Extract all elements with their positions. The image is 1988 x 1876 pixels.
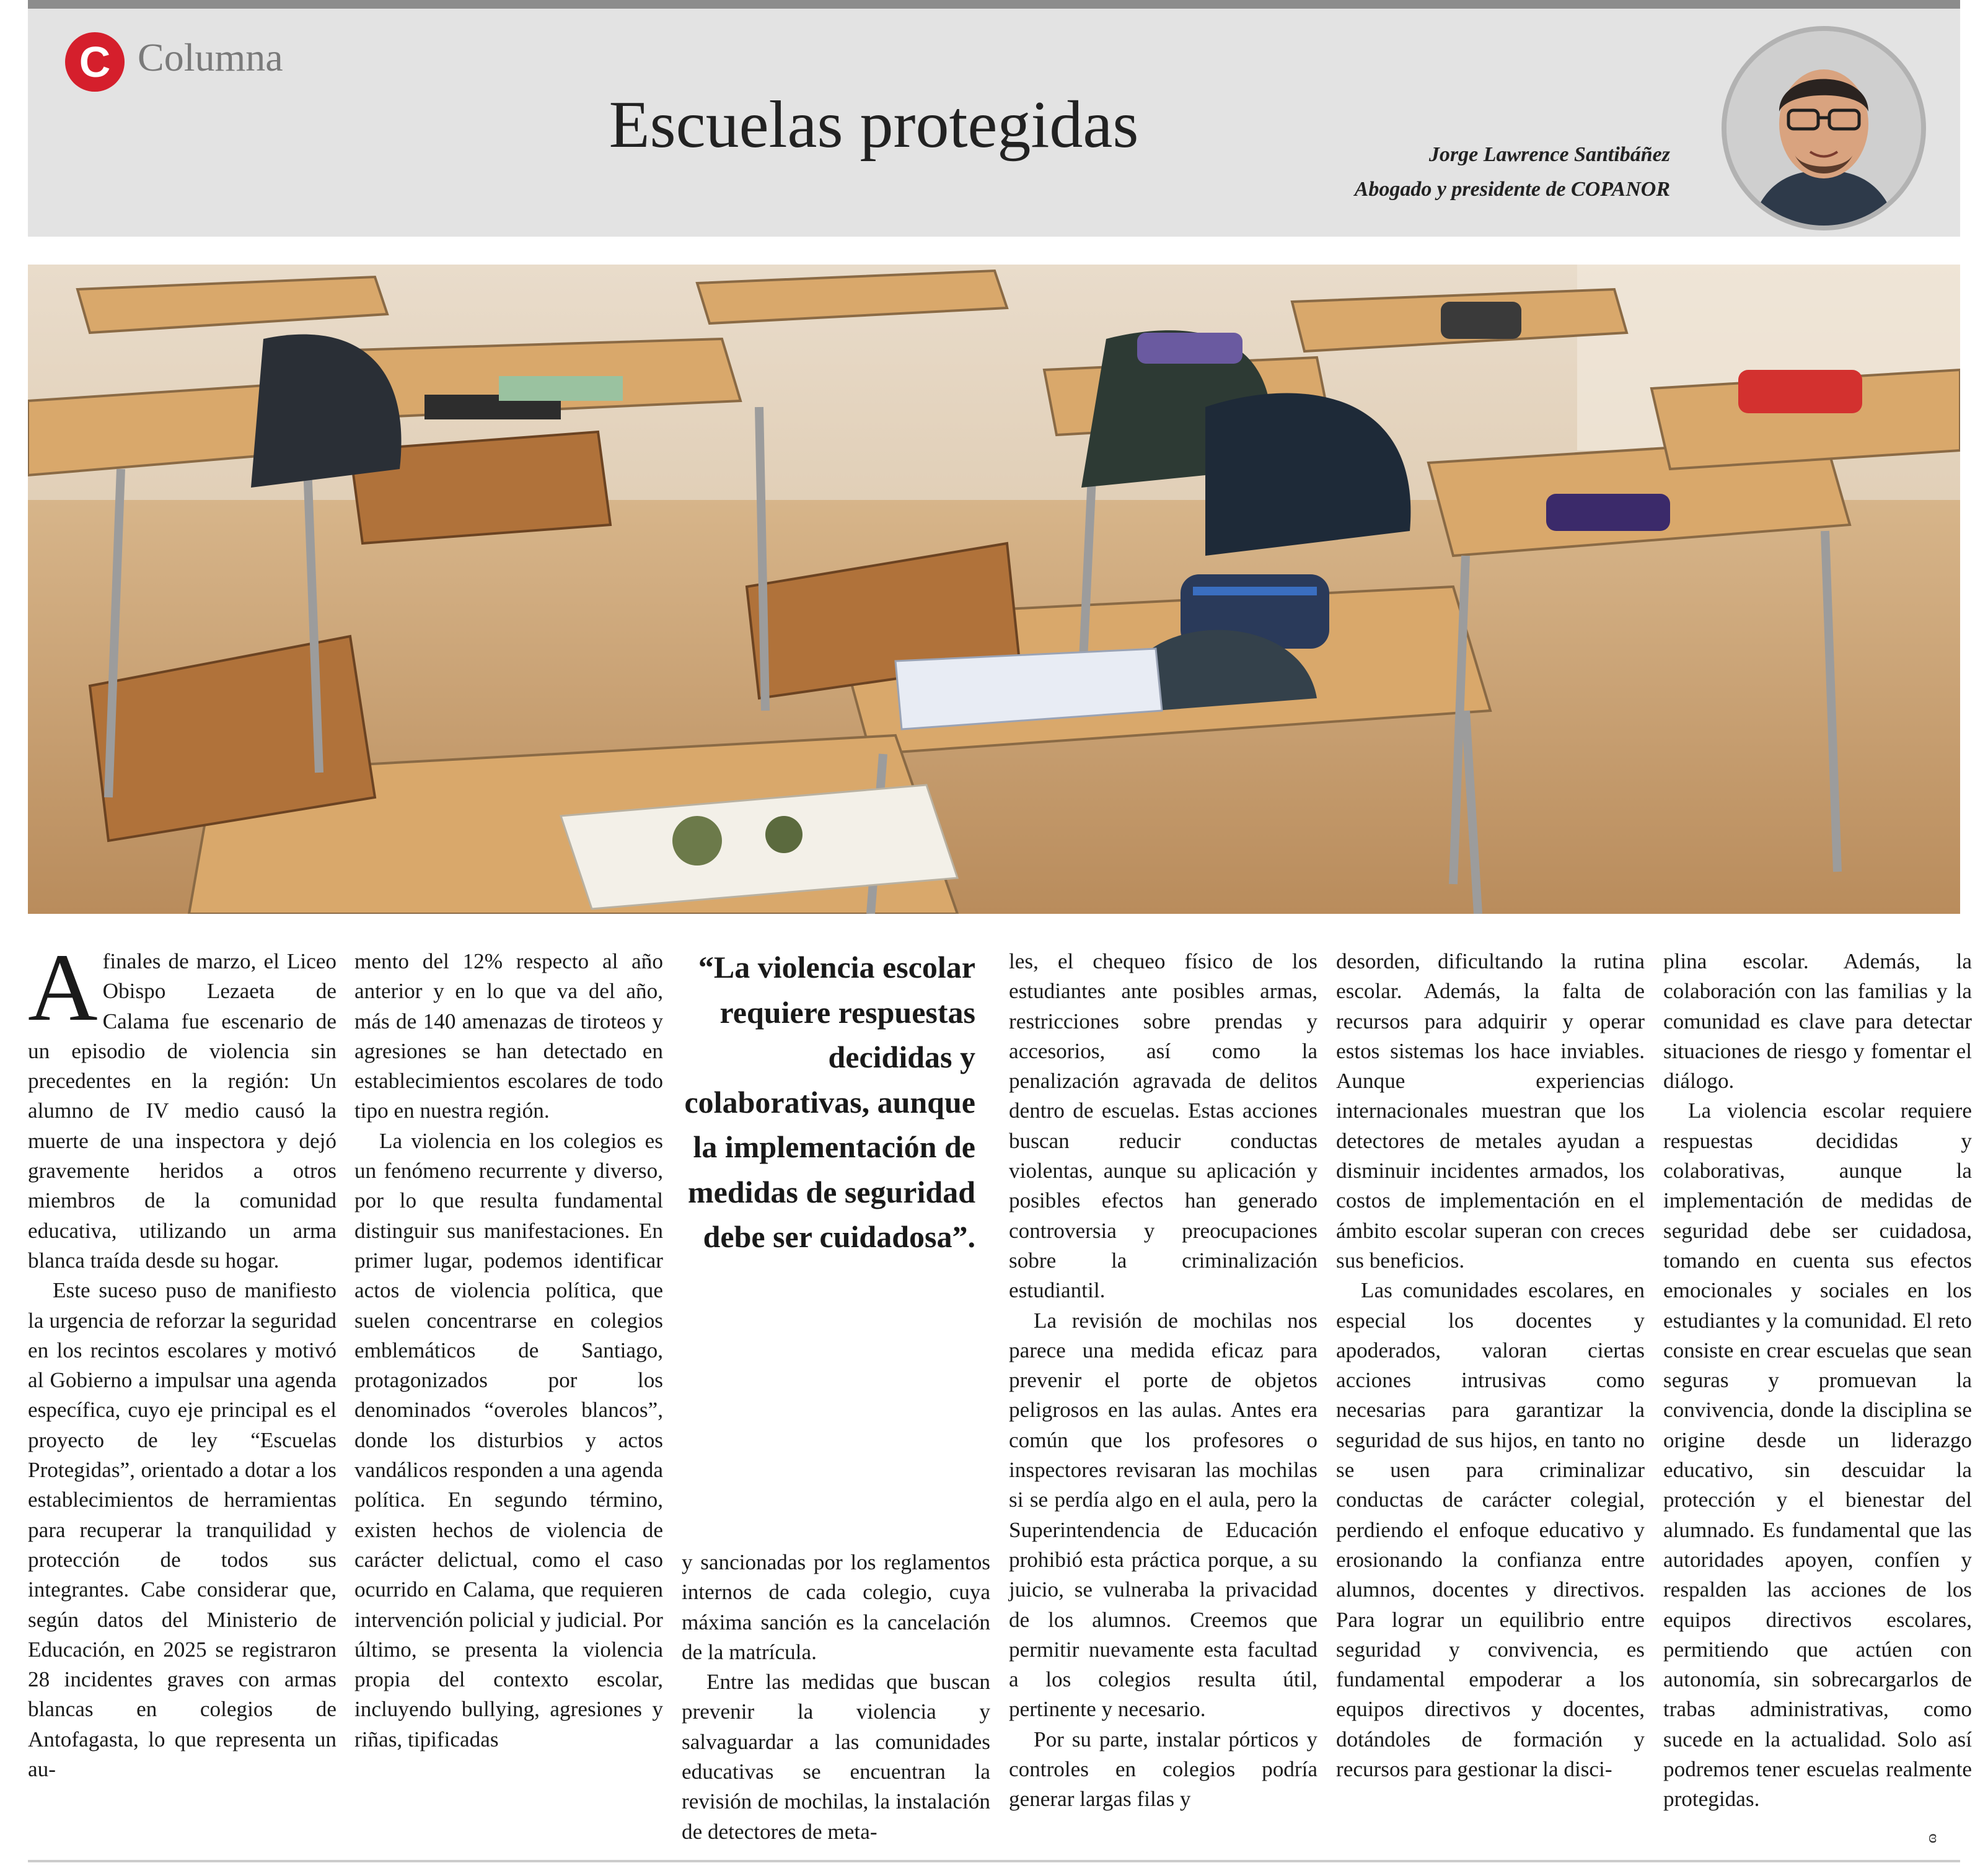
article-paragraph: Entre las medidas que buscan prevenir la violencia y salvaguardar a las comunidades educativas se encuentran la revisión de mochilas, la instalación de detectores de meta- (682, 1670, 990, 1844)
article-paragraph: Este suceso puso de manifiesto la urgencia de reforzar la seguridad en los recintos escolares y motivó al Gobierno a impulsar una agenda específica, cuyo eje principal es el proyecto de ley “Escuelas Protegidas”, orientado a dotar a los establecimientos de herramientas para recuperar la tranquilidad y protección de todos sus integrantes. Cabe considerar que, según datos del Ministerio de Educación, en 2025 se registraron 28 incidentes graves con armas blancas en colegios de Antofagasta, lo que representa un au- (28, 1278, 336, 1782)
author-role: Abogado y presidente de COPANOR (1354, 178, 1670, 201)
article-paragraph: La revisión de mochilas nos parece una medida eficaz para prevenir el porte de objetos peligrosos en las aulas. Antes era común que los profesores o inspectores revisaran las mochilas si se perdía algo en el aula, pero la Superintendencia de Educación prohibió esta práctica porque, a su juicio, se vulneraba la privacidad de los alumnos. Creemos que permitir nuevamente esta facultad a los colegios resulta útil, pertinente y necesario. (1009, 1308, 1317, 1722)
article-column-4 (1009, 947, 1317, 1815)
article-column-2 (354, 947, 663, 1755)
article-paragraph: La violencia escolar requiere respuestas decididas y colaborativas, aunque la implementación de medidas de seguridad debe ser cuidadosa, tomando en cuenta sus efectos emocionales y sociales en los estudiantes y la comunidad. El reto consiste en crear escuelas que sean seguras y promuevan la convivencia, donde la disciplina se origine desde un liderazgo educativo, sin descuidar la protección y el bienestar del alumnado. Es fundamental que las autoridades apoyen, confíen y respalden las acciones de los equipos directivos escolares, permitiendo que actúen con autonomía, sin sobrecargarlos de trabas administrativas, como sucede en la actualidad. Solo así podremos tener escuelas realmente protegidas. (1663, 1098, 1972, 1812)
end-mark: ɞ (1929, 1826, 1937, 1847)
paragraph-text: finales de marzo, el Liceo Obispo Lezaeta de Calama fue escenario de un episodio de violencia sin precedentes en la región: Un alumno de IV medio causó la muerte de una inspectora y dejó gravemente heridos a otros miembros de la comunidad educativa, utilizando un arma blanca traída desde su hogar. (28, 949, 336, 1273)
article-column-5 (1336, 947, 1645, 1784)
author-photo (1722, 26, 1926, 230)
pull-quote: “La violencia escolar requiere respuestas decididas y colaborativas, aunque la implementación de medidas de seguridad debe ser cuidadosa”. (684, 950, 975, 1254)
drop-cap: A (28, 934, 98, 1041)
section-label: Columna (138, 35, 283, 79)
article-column-3 (682, 1548, 990, 1847)
main-photo (28, 265, 1960, 914)
author-name: Jorge Lawrence Santibáñez (1428, 143, 1670, 166)
article-paragraph: Por su parte, instalar pórticos y controles en colegios podría generar largas filas y (1009, 1727, 1317, 1812)
article-paragraph: plina escolar. Además, la colaboración con las familias y la comunidad es clave para detectar situaciones de riesgo y fomentar el diálogo. (1663, 949, 1972, 1094)
article-paragraph: les, el chequeo físico de los estudiantes ante posibles armas, restricciones sobre prendas y accesorios, así como la penalización agravada de delitos dentro de escuelas. Estas acciones buscan reducir conductas violentas, aunque su aplicación y posibles efectos han generado controversia y preocupaciones sobre la criminalización estudiantil. (1009, 949, 1317, 1303)
article-paragraph: y sancionadas por los reglamentos internos de cada colegio, cuya máxima sanción es la cancelación de la matrícula. (682, 1550, 990, 1664)
top-rule (28, 0, 1960, 9)
article-paragraph (28, 934, 336, 1276)
article-paragraph: mento del 12% respecto al año anterior y en lo que va del año, más de 140 amenazas de tiroteos y agresiones se han detectado en establecimientos escolares de todo tipo en nuestra región. (354, 949, 663, 1123)
headline: Escuelas protegidas (609, 88, 1139, 162)
section-initial: C (79, 38, 111, 86)
byline (1355, 138, 1670, 207)
author-portrait-illustration (1726, 31, 1921, 226)
section-badge (65, 32, 125, 92)
article-paragraph: desorden, dificultando la rutina escolar. Además, la falta de recursos para adquirir y operar estos sistemas los hace inviables. Aunque experiencias internacionales muestran que los detectores de metales ayudan a disminuir incidentes armados, los costos de implementación en el ámbito escolar superan con creces sus beneficios. (1336, 949, 1645, 1273)
article-column-1 (28, 934, 336, 1784)
article-column-6 (1663, 947, 1972, 1815)
bottom-rule (28, 1860, 1960, 1862)
article-paragraph: La violencia en los colegios es un fenómeno recurrente y diverso, por lo que resulta fundamental distinguir sus manifestaciones. En primer lugar, podemos identificar actos de violencia política, que suelen concentrarse en colegios emblemáticos de Santiago, protagonizados por los denominados “overoles blancos”, donde los disturbios y actos vandálicos responden a una agenda política. En segundo término, existen hechos de violencia de carácter delictual, como el caso ocurrido en Calama, que requieren intervención policial y judicial. Por último, se presenta la violencia propia del contexto escolar, incluyendo bullying, agresiones y riñas, tipificadas (354, 1128, 663, 1751)
article-paragraph: Las comunidades escolares, en especial los docentes y apoderados, valoran ciertas acciones intrusivas como necesarias para garantizar la seguridad de sus hijos, en tanto no se usen para criminalizar conductas de carácter colegial, perdiendo el enfoque educativo y erosionando la confianza entre alumnos, docentes y directivos. Para lograr un equilibrio entre seguridad y convivencia, es fundamental empoderar a los equipos directivos y docentes, dotándoles de formación y recursos para gestionar la disci- (1336, 1278, 1645, 1782)
classroom-photo-illustration (28, 265, 1960, 914)
